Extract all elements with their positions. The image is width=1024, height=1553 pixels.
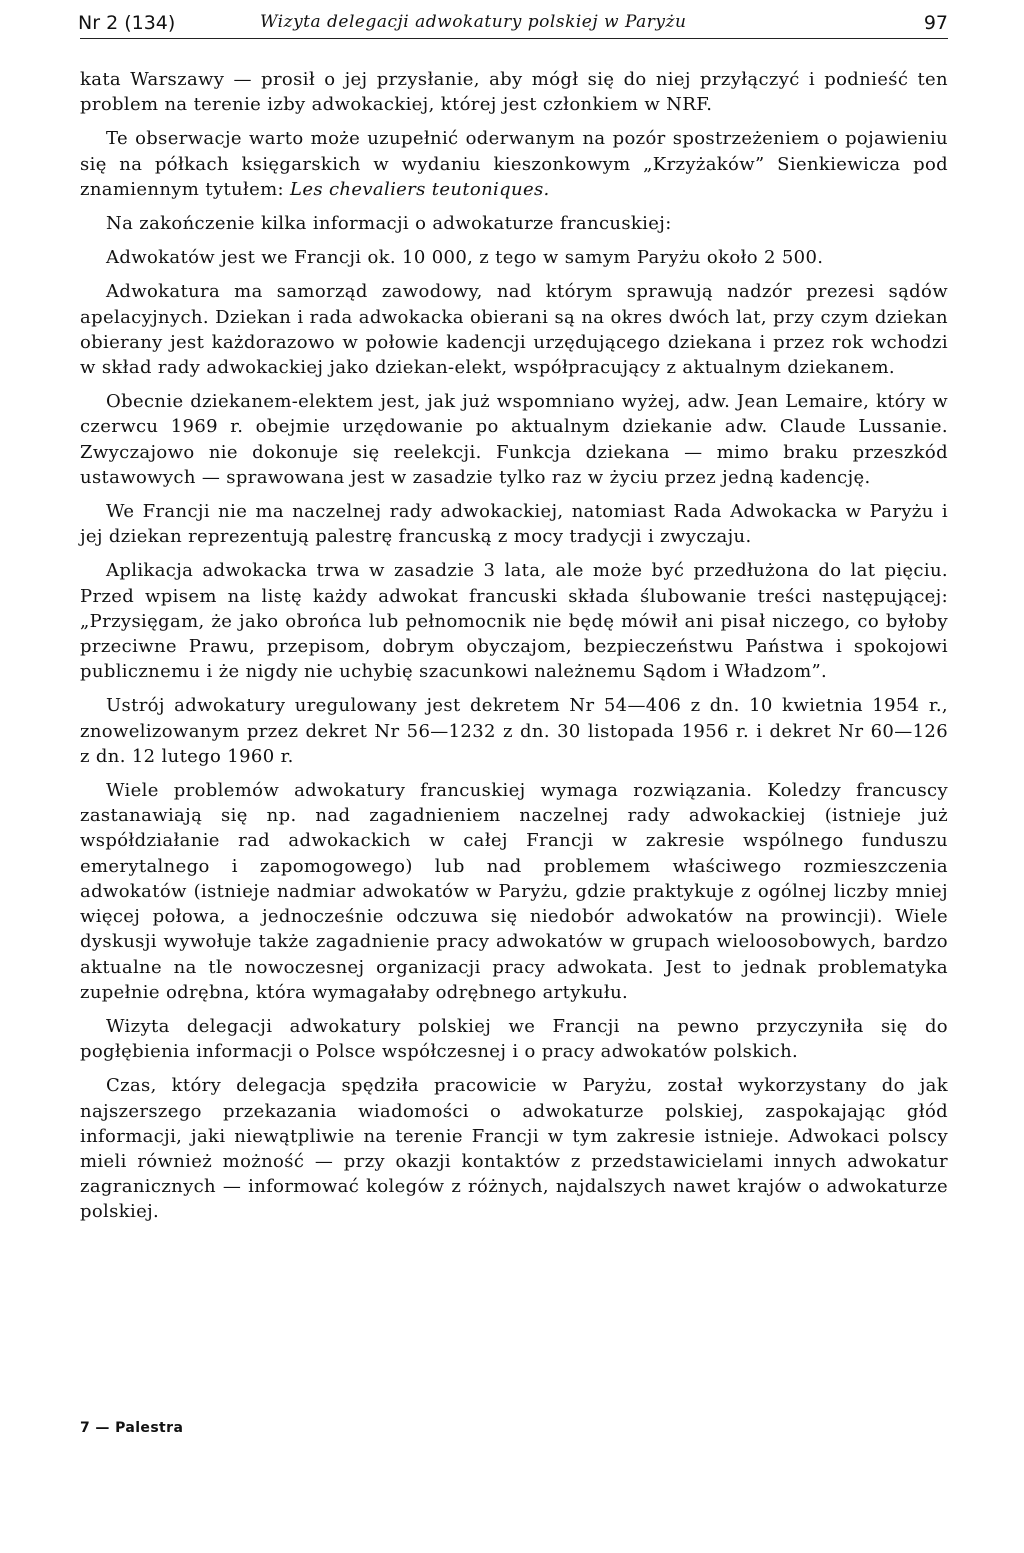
- document-page: [80, 0, 948, 1553]
- paragraph: kata Warszawy — prosił o jej przysłanie, aby mógł się do niej przyłączyć i podnieść ten problem na terenie izby adwokackiej, której jest członkiem w NRF.: [80, 69, 948, 116]
- paragraph: Wizyta delegacji adwokatury polskiej we Francji na pewno przyczyniła się do pogłębienia informacji o Polsce współczesnej i o pracy adwokatów polskich.: [80, 1015, 948, 1063]
- paragraph: We Francji nie ma naczelnej rady adwokackiej, natomiast Rada Adwokacka w Paryżu i jej dziekan reprezentują palestrę francuską z mocy tradycji i zwyczaju.: [80, 501, 948, 548]
- paragraph: Aplikacja adwokacka trwa w zasadzie 3 lata, ale może być przedłużona do lat pięciu. Przed wpisem na listę każdy adwokat francuski składa ślubowanie treści następującej: „Przysięgam, że jako obrońca lub pełnomocnik nie będę mówił ani pisał niczego, co byłoby przeciwne Prawu, przepisom, dobrym obyczajom, bezpieczeństwu Państwa i spokojowi publicznemu i że nigdy nie uchybię szacunkowi należnemu Sądom i Władzom”.: [80, 560, 948, 683]
- running-title: Wizyta delegacji adwokatury polskiej w Paryżu: [260, 12, 687, 32]
- paragraph: Ustrój adwokatury uregulowany jest dekretem Nr 54—406 z dn. 10 kwietnia 1954 r., znowelizowanym przez dekret Nr 56—1232 z dn. 30 listopada 1956 r. i dekret Nr 60—126 z dn. 12 lutego 1960 r.: [80, 695, 948, 767]
- paragraph: [80, 126, 948, 202]
- page-number: 97: [923, 12, 948, 34]
- issue-number: Nr 2 (134): [78, 12, 176, 34]
- paragraph: Wiele problemów adwokatury francuskiej wymaga rozwiązania. Koledzy francuscy zastanawiają się np. nad zagadnieniem naczelnej rady adwokackiej (istnieje już współdziałanie rad adwokackich w całej Francji w zakresie wspólnego funduszu emerytalnego i zapomogowego) lub nad problemem właściwego rozmieszczenia adwokatów (istnieje nadmiar adwokatów w Paryżu, gdzie praktykuje z ogólnej liczby mniej więcej połowa, a jednocześnie odczuwa się niedobór adwokatów na prowincji). Wiele dyskusji wywołuje także zagadnienie pracy adwokatów w grupach wieloosobowych, bardzo aktualne na tle nowoczesnej organizacji pracy adwokata. Jest to jednak problematyka zupełnie odrębna, która wymagałaby odrębnego artykułu.: [80, 780, 948, 1003]
- running-header: [80, 10, 948, 39]
- paragraph: Adwokatów jest we Francji ok. 10 000, z tego w samym Paryżu około 2 500.: [106, 247, 824, 269]
- article-body: [80, 67, 948, 1234]
- paragraph: Czas, który delegacja spędziła pracowicie w Paryżu, został wykorzystany do jak najszerszego przekazania wiadomości o adwokaturze polskiej, zaspokajając głód informacji, jaki niewątpliwie na terenie Francji w tym zakresie istnieje. Adwokaci polscy mieli również możność — przy okazji kontaktów z przedstawicielami innych adwokatur zagranicznych — informować kolegów z różnych, najdalszych nawet krajów o adwokaturze polskiej.: [80, 1075, 948, 1223]
- book-title: Les chevaliers teutoniques.: [290, 178, 550, 200]
- paragraph-text: Te obserwacje warto może uzupełnić oderwanym na pozór spostrzeżeniem o pojawieniu się na półkach księgarskich w wydaniu kieszonkowym „Krzyżaków” Sienkiewicza pod znamiennym tytułem:: [80, 128, 948, 200]
- page-footer: 7 — Palestra: [80, 1420, 184, 1436]
- paragraph: Adwokatura ma samorząd zawodowy, nad którym sprawują nadzór prezesi sądów apelacyjnych. Dziekan i rada adwokacka obierani są na okres dwóch lat, przy czym dziekan obierany jest każdorazowo w połowie kadencji urzędującego dziekana i przez rok wchodzi w skład rady adwokackiej jako dziekan-elekt, współpracujący z aktualnym dziekanem.: [80, 281, 948, 379]
- paragraph: Na zakończenie kilka informacji o adwokaturze francuskiej:: [106, 213, 672, 235]
- paragraph: Obecnie dziekanem-elektem jest, jak już wspomniano wyżej, adw. Jean Lemaire, który w czerwcu 1969 r. obejmie urzędowanie po aktualnym dziekanie adw. Claude Lussanie. Zwyczajowo nie dokonuje się reelekcji. Funkcja dziekana — mimo braku przeszkód ustawowych — sprawowana jest w zasadzie tylko raz w życiu przez jedną kadencję.: [80, 391, 948, 488]
